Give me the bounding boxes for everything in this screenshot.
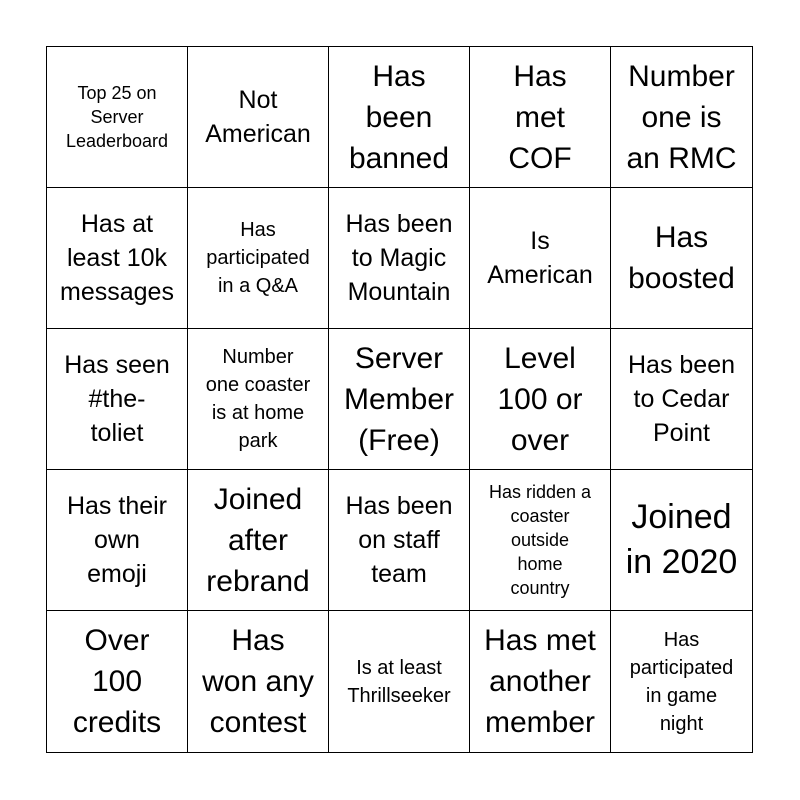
cell-text: Is American (487, 227, 593, 289)
bingo-cell[interactable] (188, 611, 329, 752)
bingo-cell[interactable] (329, 470, 470, 611)
cell-text: Has been to Magic Mountain (345, 210, 453, 306)
bingo-cell[interactable] (611, 470, 752, 611)
bingo-cell[interactable] (470, 47, 611, 188)
bingo-cell[interactable] (188, 470, 329, 611)
cell-text: Has met COF (508, 59, 572, 175)
bingo-cell[interactable] (470, 611, 611, 752)
bingo-cell[interactable] (47, 188, 188, 329)
cell-text: Has at least 10k messages (60, 210, 174, 306)
cell-text: Has participated in a Q&A (206, 219, 310, 297)
cell-text: Number one is an RMC (626, 59, 737, 175)
bingo-cell[interactable] (47, 611, 188, 752)
bingo-cell[interactable] (611, 188, 752, 329)
cell-text: Top 25 on Server Leaderboard (65, 83, 169, 151)
cell-text: Number one coaster is at home park (205, 346, 311, 452)
cell-text: Has been banned (348, 59, 450, 175)
bingo-cell[interactable] (611, 611, 752, 752)
bingo-cell[interactable] (611, 47, 752, 188)
cell-text: Has participated in game night (629, 628, 734, 735)
cell-text: Has met another member (484, 624, 596, 739)
cell-text: Joined in 2020 (625, 498, 738, 581)
bingo-cell[interactable] (188, 188, 329, 329)
bingo-cell[interactable] (47, 47, 188, 188)
cell-text: Level 100 or over (497, 341, 583, 457)
cell-text: Over 100 credits (72, 624, 162, 739)
bingo-cell[interactable] (329, 611, 470, 752)
bingo-cell[interactable] (611, 329, 752, 470)
bingo-cell[interactable] (329, 329, 470, 470)
cell-text: Is at least Thrillseeker (347, 656, 451, 707)
bingo-cell[interactable] (329, 47, 470, 188)
bingo-cell[interactable] (47, 329, 188, 470)
cell-text: Server Member (Free) (343, 341, 455, 457)
cell-text: Has seen #the- toliet (64, 351, 170, 447)
bingo-cell[interactable] (470, 188, 611, 329)
cell-text: Joined after rebrand (206, 482, 310, 598)
bingo-cell[interactable] (188, 329, 329, 470)
bingo-cell[interactable] (470, 329, 611, 470)
cell-text: Has boosted (628, 221, 735, 295)
bingo-cell[interactable] (188, 47, 329, 188)
bingo-cell[interactable] (470, 470, 611, 611)
cell-text: Has been to Cedar Point (627, 351, 736, 447)
bingo-cell[interactable] (47, 470, 188, 611)
cell-text: Has their own emoji (66, 492, 168, 588)
cell-text: Not American (205, 86, 311, 148)
cell-text: Has been on staff team (345, 492, 453, 588)
bingo-board (46, 46, 753, 753)
cell-text: Has won any contest (202, 624, 314, 739)
bingo-cell[interactable] (329, 188, 470, 329)
cell-text: Has ridden a coaster outside home country (488, 482, 592, 598)
